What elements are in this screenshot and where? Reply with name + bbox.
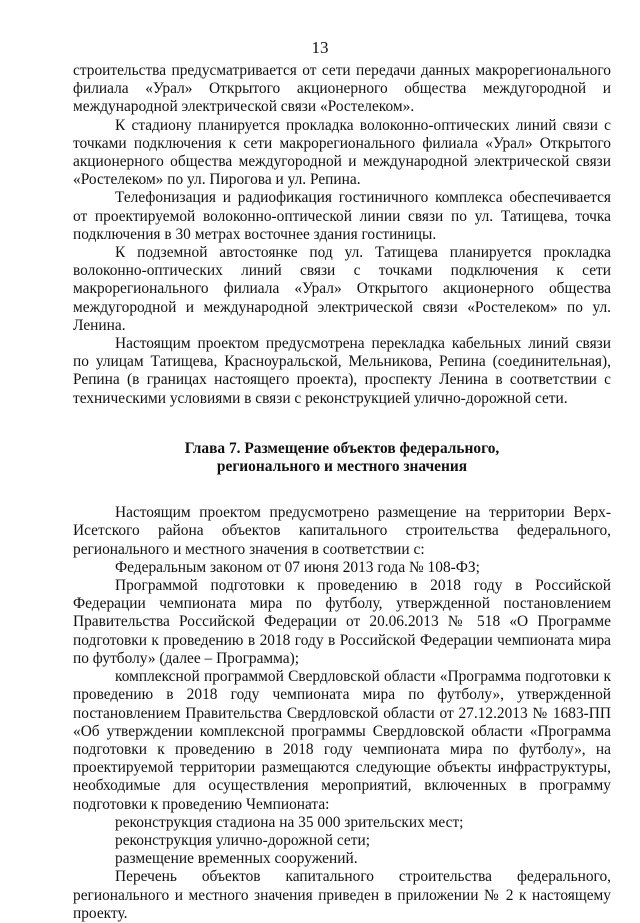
- page-number: 13: [311, 38, 329, 57]
- paragraph: Федеральным законом от 07 июня 2013 года № 108-ФЗ;: [115, 558, 480, 576]
- chapter-heading-line-2: регионального и местного значения: [216, 458, 468, 476]
- chapter-heading: [73, 440, 611, 476]
- paragraph: Программой подготовки к проведению в 2018 году в Российской Федерации чемпионата мира по футболу, утвержденной постановлением Правительства Российской Федерации от 20.06.2013 № 518 «О Программе подготовки к проведению в 2018 году в Российской Федерации чемпионата мира по футболу» (далее – Программа);: [73, 577, 611, 667]
- paragraph: Настоящим проектом предусмотрена перекладка кабельных линий связи по улицам Татищева, Красноуральской, Мельникова, Репина (соединительная), Репина (в границах настоящего проекта), проспекту Ленина в соответствии с техническими условиями в связи с реконструкцией улично-дорожной сети.: [73, 335, 611, 407]
- paragraph: Настоящим проектом предусмотрено размещение на территории Верх-Исетского района объектов капитального строительства федерального, регионального и местного значения в соответствии с:: [73, 504, 611, 558]
- list-item: размещение временных сооружений.: [115, 850, 358, 868]
- document-body: [73, 62, 611, 923]
- paragraph: К стадиону планируется прокладка волоконно-оптических линий связи с точками подключения к сети макрорегионального филиала «Урал» Открытого акционерного общества междугородной и международной электрической связи «Ростелеком» по ул. Пирогова и ул. Репина.: [73, 116, 611, 189]
- closing-paragraph: Перечень объектов капитального строительства федерального, регионального и местного значения приведен в приложении № 2 к настоящему проекту.: [73, 868, 611, 922]
- paragraph: строительства предусматривается от сети передачи данных макрорегионального филиала «Урал» Открытого акционерного общества междугородной и международной электрической связи «Ростелеком».: [73, 62, 611, 116]
- paragraph: К подземной автостоянке под ул. Татищева планируется прокладка волоконно-оптических линий связи с точками подключения к сети макрорегионального филиала «Урал» Открытого акционерного общества междугородной и международной электрической связи «Ростелеком» по ул. Ленина.: [73, 244, 611, 334]
- list-item: реконструкция стадиона на 35 000 зрительских мест;: [115, 813, 464, 831]
- paragraph: комплексной программой Свердловской области «Программа подготовки к проведению в 2018 году чемпионата мира по футболу», утвержденной постановлением Правительства Свердловской области от 27.12.2013 № 1683-ПП «Об утверждении комплексной программы Свердловской области «Программа подготовки к проведению в 2018 году чемпионата мира по футболу», на проектируемой территории размещаются следующие объекты инфраструктуры, необходимые для осуществления мероприятий, включенных в программу подготовки к проведению Чемпионата:: [73, 668, 611, 813]
- chapter-heading-line-1: Глава 7. Размещение объектов федерального,: [184, 439, 500, 457]
- list-item: реконструкция улично-дорожной сети;: [115, 831, 370, 849]
- paragraph: Телефонизация и радиофикация гостиничного комплекса обеспечивается от проектируемой волоконно-оптической линии связи по ул. Татищева, точка подключения в 30 метрах восточнее здания гостиницы.: [73, 189, 611, 243]
